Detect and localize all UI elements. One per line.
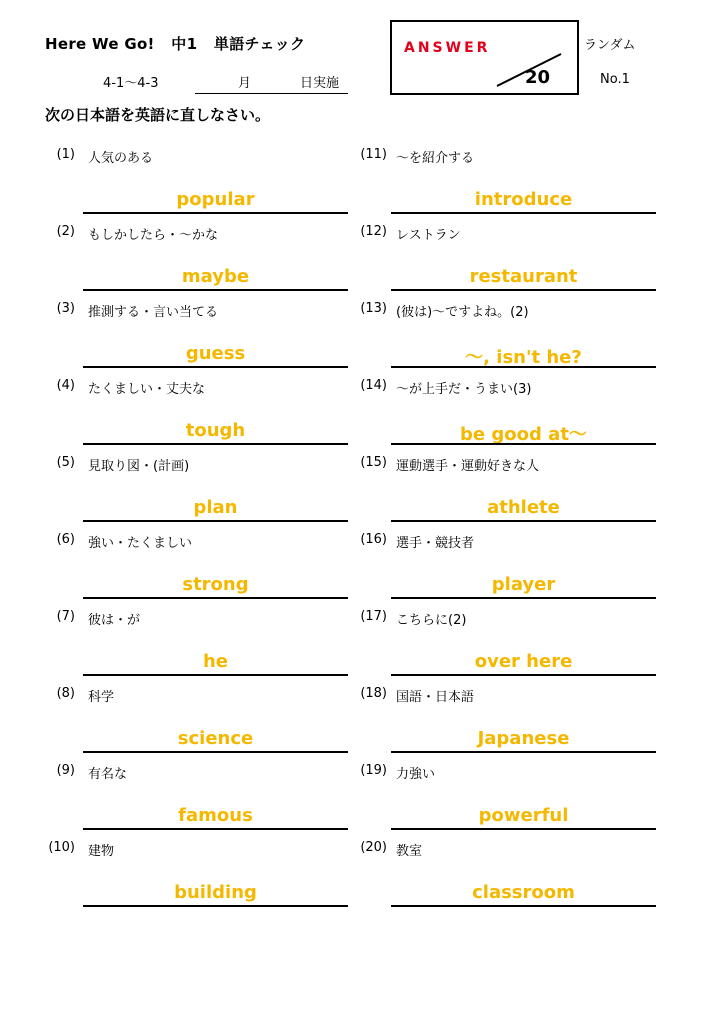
question-number: (11) bbox=[360, 147, 387, 162]
answer-text: be good at～ bbox=[460, 424, 587, 445]
title-grade: 中1 bbox=[171, 35, 198, 53]
date-underline bbox=[195, 93, 348, 94]
question-prompt: たくましい・丈夫な bbox=[88, 382, 206, 397]
mode-label: ランダム bbox=[584, 38, 636, 53]
question-number: (2) bbox=[56, 224, 75, 239]
answer-text: restaurant bbox=[469, 266, 578, 287]
month-label: 月 bbox=[238, 76, 252, 91]
answer-text: strong bbox=[182, 574, 249, 595]
answer-line bbox=[83, 443, 348, 445]
answer-line bbox=[391, 289, 656, 291]
question-prompt: もしかしたら・～かな bbox=[88, 228, 219, 243]
answer-line bbox=[83, 828, 348, 830]
answer-text: powerful bbox=[478, 805, 569, 826]
question-number: (3) bbox=[56, 301, 75, 316]
question-number: (12) bbox=[360, 224, 387, 239]
question-prompt: 推測する・言い当てる bbox=[88, 305, 219, 320]
answer-line bbox=[391, 520, 656, 522]
answer-line bbox=[83, 212, 348, 214]
title-kind: 単語チェック bbox=[213, 35, 306, 53]
question-number: (1) bbox=[56, 147, 75, 162]
question-number: (10) bbox=[48, 840, 75, 855]
answer-line bbox=[391, 212, 656, 214]
worksheet-title bbox=[45, 33, 305, 54]
question-prompt: こちらに(2) bbox=[396, 613, 467, 628]
answer-text: over here bbox=[474, 651, 573, 672]
question-prompt: 有名な bbox=[88, 767, 128, 782]
question-prompt: 選手・競技者 bbox=[396, 536, 475, 551]
answer-text: plan bbox=[193, 497, 238, 518]
answer-text: classroom bbox=[472, 882, 575, 903]
answer-text: science bbox=[177, 728, 254, 749]
question-number: (6) bbox=[56, 532, 75, 547]
question-prompt: ～を紹介する bbox=[396, 151, 475, 166]
answer-text: Japanese bbox=[477, 728, 570, 749]
instruction: 次の日本語を英語に直しなさい。 bbox=[45, 106, 271, 124]
answer-text: popular bbox=[176, 189, 255, 210]
answer-text: player bbox=[491, 574, 556, 595]
answer-line bbox=[391, 597, 656, 599]
question-prompt: 教室 bbox=[396, 844, 423, 859]
answer-line bbox=[391, 828, 656, 830]
answer-text: he bbox=[202, 651, 229, 672]
question-number: (8) bbox=[56, 686, 75, 701]
answer-text: famous bbox=[178, 805, 253, 826]
score-total: 20 bbox=[525, 67, 551, 88]
question-prompt: 見取り図・(計画) bbox=[88, 459, 190, 474]
question-number: (9) bbox=[56, 763, 75, 778]
question-prompt: ～が上手だ・うまい(3) bbox=[396, 382, 532, 397]
question-number: (20) bbox=[360, 840, 387, 855]
question-number: (18) bbox=[360, 686, 387, 701]
answer-line bbox=[83, 905, 348, 907]
answer-text: maybe bbox=[181, 266, 250, 287]
answer-text: building bbox=[174, 882, 257, 903]
answer-line bbox=[83, 520, 348, 522]
answer-label: ANSWER bbox=[404, 40, 491, 56]
question-number: (16) bbox=[360, 532, 387, 547]
question-number: (19) bbox=[360, 763, 387, 778]
answer-line bbox=[83, 289, 348, 291]
question-number: (4) bbox=[56, 378, 75, 393]
question-number: (13) bbox=[360, 301, 387, 316]
question-prompt: 科学 bbox=[88, 690, 115, 705]
question-prompt: 国語・日本語 bbox=[396, 690, 475, 705]
answer-line bbox=[391, 751, 656, 753]
answer-text: introduce bbox=[474, 189, 573, 210]
unit-range: 4-1～4-3 bbox=[103, 76, 159, 91]
question-number: (7) bbox=[56, 609, 75, 624]
answer-line bbox=[391, 674, 656, 676]
answer-line bbox=[83, 751, 348, 753]
answer-text: athlete bbox=[487, 497, 560, 518]
question-prompt: 力強い bbox=[396, 767, 436, 782]
question-number: (14) bbox=[360, 378, 387, 393]
answer-text: ～, isn't he? bbox=[465, 347, 582, 368]
question-prompt: レストラン bbox=[396, 228, 461, 243]
answer-line bbox=[83, 674, 348, 676]
question-prompt: 建物 bbox=[88, 844, 115, 859]
question-prompt: 運動選手・運動好きな人 bbox=[396, 459, 540, 474]
title-series: Here We Go! bbox=[45, 35, 155, 53]
answer-line bbox=[83, 597, 348, 599]
score-box bbox=[390, 20, 579, 95]
answer-line bbox=[83, 366, 348, 368]
sheet-number: No.1 bbox=[600, 72, 630, 87]
answer-line bbox=[391, 366, 656, 368]
question-number: (17) bbox=[360, 609, 387, 624]
question-number: (15) bbox=[360, 455, 387, 470]
question-prompt: 彼は・が bbox=[88, 613, 141, 628]
question-prompt: 人気のある bbox=[88, 151, 154, 166]
question-prompt: (彼は)～ですよね。(2) bbox=[396, 305, 529, 320]
day-label: 日実施 bbox=[300, 76, 340, 91]
answer-text: guess bbox=[185, 343, 246, 364]
question-prompt: 強い・たくましい bbox=[88, 536, 193, 551]
answer-line bbox=[391, 905, 656, 907]
answer-line bbox=[391, 443, 656, 445]
answer-text: tough bbox=[185, 420, 246, 441]
question-number: (5) bbox=[56, 455, 75, 470]
